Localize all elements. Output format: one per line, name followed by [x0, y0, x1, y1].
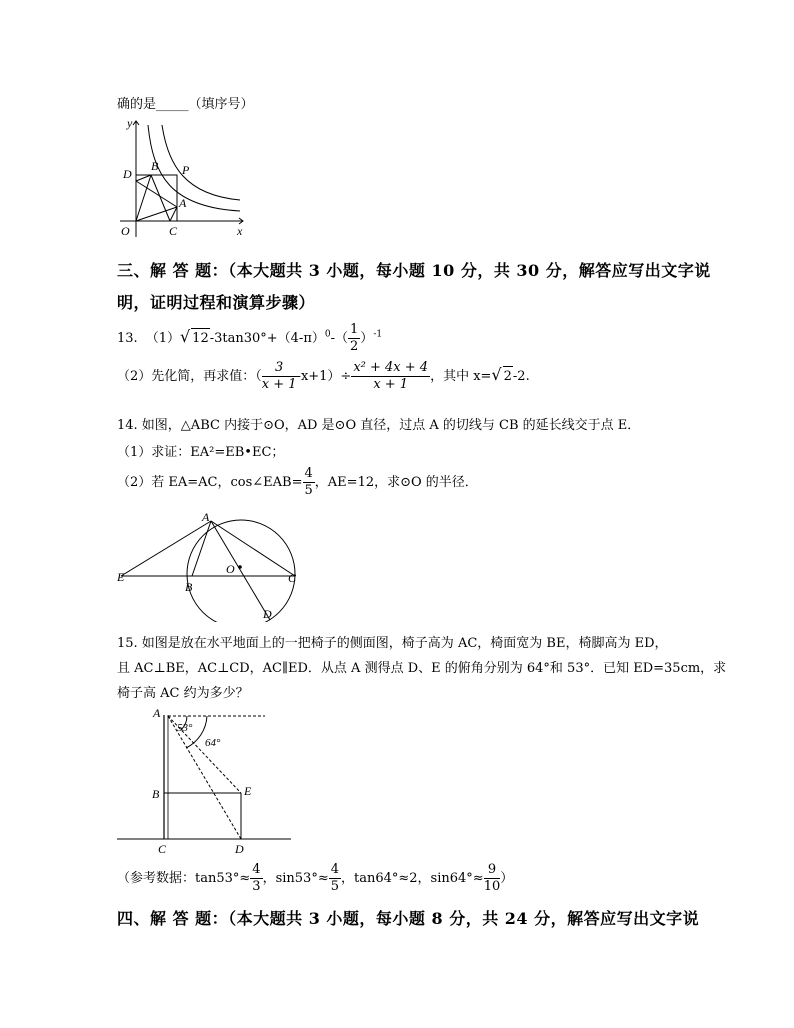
section4-heading: 四、解 答 题：（本大题共 3 小题，每小题 8 分，共 24 分，解答应写出文字说: [117, 909, 700, 928]
label-c: C: [158, 842, 167, 855]
q14-part1: （1）求证：EA²=EB•EC；: [117, 445, 285, 460]
figure-circle: [115, 510, 305, 622]
q15-stem-cont: 且 AC⊥BE，AC⊥CD，AC∥ED．从点 A 测得点 D、E 的俯角分别为 64°和 53°．已知 ED=35cm，求: [117, 661, 727, 676]
q13-part1: 13. （1）√ $12-3\tan 30^\circ+(4-\pi)^0-$（ $\frac{1}{2}$ ）$^{-1}$: [117, 322, 383, 354]
label-a: A: [202, 510, 210, 524]
label-angle-64: 64°: [205, 737, 221, 749]
label-b: B: [185, 580, 193, 594]
label-y: y: [127, 116, 133, 130]
q14-part2: （2）若 EA=AC，cos∠EAB= $\frac{4}{5}$ ，AE=12，求⊙O 的半径．: [117, 466, 478, 498]
q15-question: 椅子高 AC 约为多少？: [117, 686, 249, 701]
label-x: x: [237, 224, 243, 238]
label-b: B: [151, 159, 159, 173]
q13-part2: （2）先化简，再求值：（ $\frac{3}{x + 1}$ -x+1）÷ $\frac{\text{x² + 4x + 4}}{x + 1}$ ，其中 x=√ 2-2.: [117, 360, 530, 392]
label-e: E: [117, 570, 125, 584]
label-e: E: [244, 784, 252, 798]
label-o: O: [226, 562, 235, 576]
label-c: C: [169, 224, 178, 238]
label-a: A: [179, 196, 187, 210]
label-d: D: [123, 167, 132, 181]
section3-heading-cont: 明，证明过程和演算步骤）: [117, 293, 316, 312]
label-p: P: [182, 163, 190, 177]
fill-blank-line: 确的是_____（填序号）: [117, 97, 254, 112]
label-b: B: [152, 787, 160, 801]
figure-chair: [115, 705, 293, 855]
label-angle-53: 53°: [177, 722, 193, 734]
section3-heading: 三、解 答 题：（本大题共 3 小题，每小题 10 分，共 30 分，解答应写出文字说: [117, 261, 711, 280]
label-d: D: [263, 607, 272, 621]
label-c: C: [288, 571, 297, 585]
q14-stem: 14. 如图，△ABC 内接于⊙O，AD 是⊙O 直径，过点 A 的切线与 CB 的延长线交于点 E．: [117, 418, 641, 433]
reference-data: （参考数据：tan53°≈ $\frac{4}{3}$ ，sin53°≈ $\frac{4}{5}$ ，tan64°≈2，sin64°≈ $\frac{9}{10}$ ）: [117, 862, 514, 894]
label-o: O: [121, 224, 130, 238]
label-a: A: [153, 706, 161, 720]
q15-stem: 15. 如图是放在水平地面上的一把椅子的侧面图，椅子高为 AC，椅面宽为 BE，椅脚高为 ED，: [117, 636, 668, 651]
figure-hyperbola: [115, 115, 250, 240]
label-d: D: [235, 842, 244, 855]
